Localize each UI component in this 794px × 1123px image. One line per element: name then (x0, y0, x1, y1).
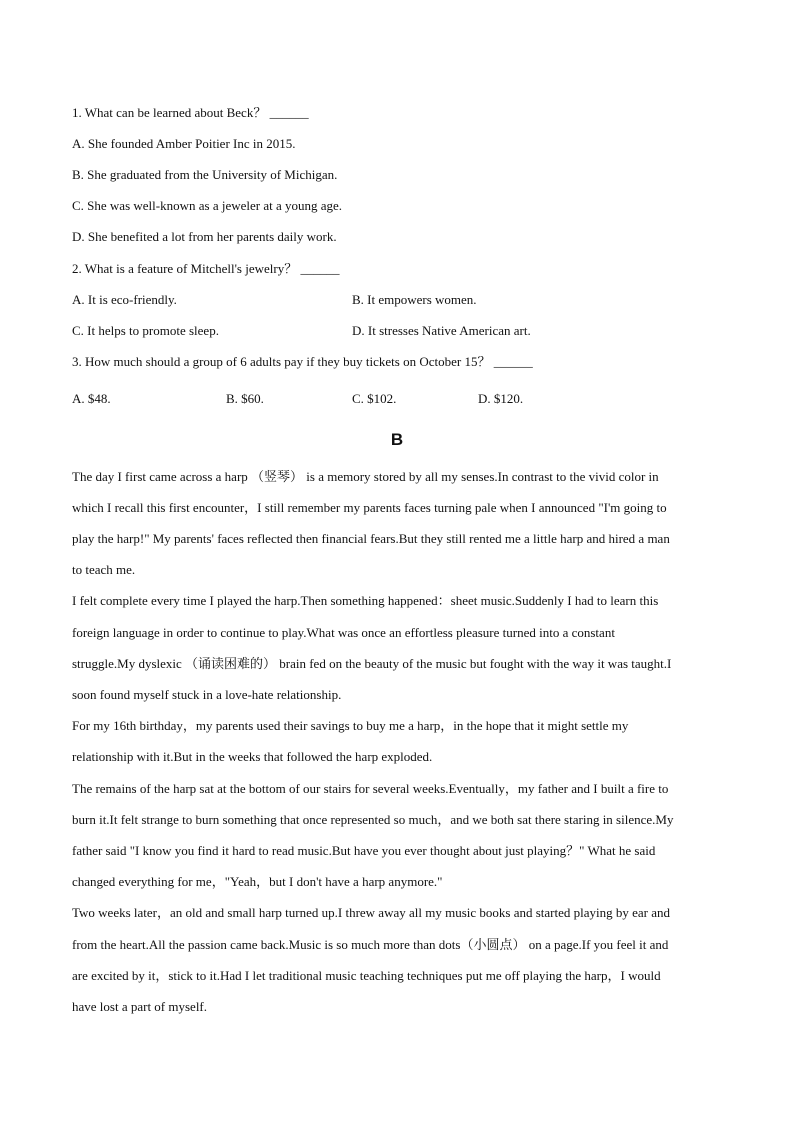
passage-line: which I recall this first encounter，I still remember my parents faces turning pale when I announced "I'm going to (72, 500, 667, 515)
question-2-option-d: D. It stresses Native American art. (352, 323, 531, 338)
question-3-option-b: B. $60. (226, 391, 264, 406)
section-title: B (390, 430, 404, 449)
passage-line: The remains of the harp sat at the bottom of our stairs for several weeks.Eventually，my father and I built a fire to (72, 781, 669, 796)
question-2-stem: 2. What is a feature of Mitchell's jewelry？ ______ (72, 261, 340, 276)
passage-line: play the harp!" My parents' faces reflected then financial fears.But they still rented me a little harp and hired a man (72, 531, 670, 546)
question-3-option-d: D. $120. (478, 391, 524, 406)
question-1-option-c: C. She was well-known as a jeweler at a young age. (72, 198, 343, 213)
passage-line: from the heart.All the passion came back.Music is so much more than dots（小圆点） on a page.If you feel it and (72, 937, 669, 952)
passage-line: struggle.My dyslexic （诵读困难的） brain fed on the beauty of the music but fought with the way it was taught.I (72, 656, 672, 671)
passage-line: foreign language in order to continue to play.What was once an effortless pleasure turned into a constant (72, 625, 615, 640)
passage-line: have lost a part of myself. (72, 999, 208, 1014)
question-1-option-b: B. She graduated from the University of Michigan. (72, 167, 338, 182)
passage-line: The day I first came across a harp （竖琴） is a memory stored by all my senses.In contrast to the vivid color in (72, 469, 659, 484)
question-3-option-c: C. $102. (352, 391, 397, 406)
passage-line: to teach me. (72, 562, 136, 577)
passage-line: are excited by it，stick to it.Had I let traditional music teaching techniques put me off playing the harp，I would (72, 968, 661, 983)
question-2-option-a: A. It is eco-friendly. (72, 292, 177, 307)
question-3-stem: 3. How much should a group of 6 adults pay if they buy tickets on October 15？ ______ (72, 354, 533, 369)
question-1-stem: 1. What can be learned about Beck？ ______ (72, 105, 309, 120)
question-2-option-b: B. It empowers women. (352, 292, 477, 307)
question-2-option-c: C. It helps to promote sleep. (72, 323, 219, 338)
passage-line: Two weeks later，an old and small harp turned up.I threw away all my music books and started playing by ear and (72, 905, 671, 920)
passage-line: For my 16th birthday，my parents used their savings to buy me a harp，in the hope that it might settle my (72, 718, 629, 733)
question-3-option-a: A. $48. (72, 391, 111, 406)
passage-line: changed everything for me，"Yeah，but I don't have a harp anymore." (72, 874, 443, 889)
passage-line: father said "I know you find it hard to read music.But have you ever thought about just playing？" What he said (72, 843, 656, 858)
question-1-option-d: D. She benefited a lot from her parents daily work. (72, 229, 337, 244)
passage-line: relationship with it.But in the weeks that followed the harp exploded. (72, 749, 433, 764)
passage-line: burn it.It felt strange to burn something that once represented so much，and we both sat there staring in silence.My (72, 812, 674, 827)
passage-line: I felt complete every time I played the harp.Then something happened：sheet music.Suddenly I had to learn this (72, 593, 659, 608)
question-1-option-a: A. She founded Amber Poitier Inc in 2015. (72, 136, 296, 151)
passage-line: soon found myself stuck in a love-hate relationship. (72, 687, 342, 702)
